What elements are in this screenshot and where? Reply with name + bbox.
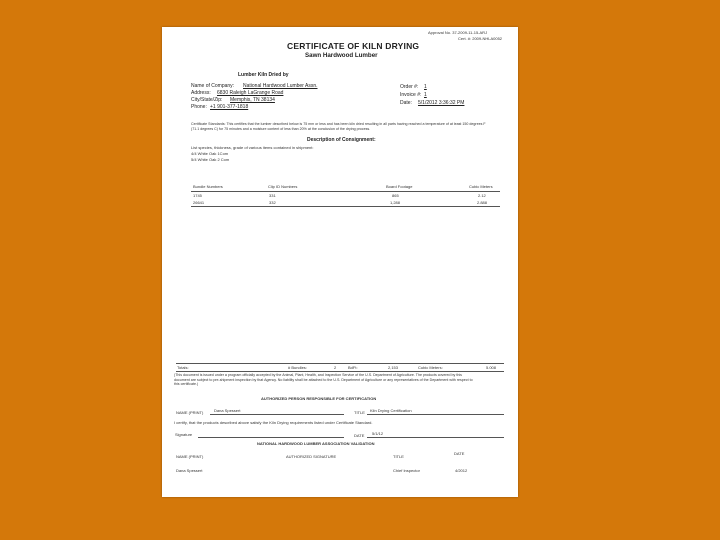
val-date-value: 4/2012	[455, 468, 468, 473]
signature-label: Signature	[175, 432, 193, 437]
certify-text: I certify, that the products described above satisfy the Kiln Drying requirements listed under Certificate Standard.	[174, 420, 373, 425]
invoice-label: Invoice #:	[400, 92, 422, 98]
validation-heading: NATIONAL HARDWOOD LUMBER ASSOCIATION VALIDATION	[257, 441, 375, 446]
auth-name-label: NAME (PRINT)	[176, 410, 204, 415]
bdft-value: 2,153	[388, 365, 399, 370]
company-label: Name of Company:	[191, 83, 235, 89]
table-cell: 26641	[193, 200, 205, 205]
table-cell: 2.888	[477, 200, 488, 205]
val-name-value: Dana Spessert	[176, 468, 203, 473]
auth-title-line	[367, 414, 504, 415]
phone-value: +1 901-377-1818	[210, 104, 249, 110]
certificate-page	[162, 27, 518, 497]
date-value: 5/1/2012 3:36:32 PM	[418, 100, 465, 106]
table-cell: 865	[392, 193, 399, 198]
order-label: Order #:	[400, 84, 419, 90]
auth-date-line	[367, 437, 504, 438]
approval-number: Approval No. 37-2009-11-15-ARJ	[428, 30, 488, 35]
address-label: Address:	[191, 90, 211, 96]
bdft-label: BdFt:	[348, 365, 358, 370]
table-header-rule	[191, 191, 500, 192]
address-value: 6830 Raleigh LaGrange Road	[217, 90, 284, 96]
document-subtitle: Sawn Hardwood Lumber	[305, 52, 378, 59]
val-title-value: Chief Inspector	[393, 468, 420, 473]
table-cell: 1,288	[390, 200, 401, 205]
totals-rule-top	[176, 363, 504, 364]
consignment-item: 4/4 White Oak 1Com	[191, 151, 229, 156]
table-cell: 331	[269, 193, 276, 198]
auth-title-label: TITLE	[354, 410, 365, 415]
table-cell: 1745	[193, 193, 202, 198]
column-header-board-footage: Board Footage	[386, 184, 413, 189]
cubic-value: 5.008	[486, 365, 497, 370]
consignment-item: 5/4 White Oak 2 Com	[191, 157, 230, 162]
cert-number: Cert. #: 2009-NHLA0052	[458, 36, 503, 41]
val-date-label: DATE	[454, 451, 465, 456]
authorized-heading: AUTHORIZED PERSON RESPONSIBLE FOR CERTIFICATION	[261, 396, 377, 401]
cubic-label: Cubic Meters:	[418, 365, 443, 370]
val-name-label: NAME (PRINT)	[176, 454, 204, 459]
city-value: Memphis, TN 38134	[230, 97, 275, 103]
totals-label: Totals:	[177, 365, 189, 370]
signature-line	[198, 437, 344, 438]
totals-rule-bottom	[176, 371, 504, 372]
bundles-label: # Bundles:	[288, 365, 307, 370]
consignment-intro: List species, thickness, grade of various items contained in shipment:	[191, 145, 314, 150]
auth-name-value: Dana Spessert	[214, 408, 241, 413]
table-row	[162, 193, 518, 199]
bundles-value: 2	[334, 365, 337, 370]
certificate-standards-text: Certificate Standards: This certifies that the lumber described below is 75 mm or less and has been kiln dried resulting in all parts having reached a temperature of at least 150 degrees F (71.1 degrees C) for 75 minutes and a moisture content of less than 20% at the conclusion of the drying process.	[191, 122, 486, 131]
company-value: National Hardwood Lumber Assn.	[243, 83, 318, 89]
order-value: 1	[424, 84, 427, 90]
city-label: City/State/Zip:	[191, 97, 223, 103]
invoice-value: 1	[424, 92, 427, 98]
val-title-label: TITLE	[393, 454, 404, 459]
auth-title-value: Kiln Drying Certification	[370, 408, 412, 413]
consignment-heading: Description of Consignment:	[307, 137, 376, 143]
auth-date-value: 5/1/12	[372, 431, 384, 436]
phone-label: Phone:	[191, 104, 207, 110]
document-title: CERTIFICATE OF KILN DRYING	[287, 41, 420, 51]
table-cell: 332	[269, 200, 276, 205]
dried-by-heading: Lumber Kiln Dried by	[238, 72, 289, 78]
table-cell: 2.12	[478, 193, 486, 198]
table-header	[162, 184, 518, 190]
date-label: Date:	[400, 100, 412, 106]
aphis-disclaimer: (This document is issued under a program officially accepted by the Animal, Plant, Health, and Inspection Service of the U.S. Department of Agriculture. The products covered by this document are subject to pre-shipment inspection by that Agency. No liability shall be attached to the U.S. Department of Agriculture or any representatives of the Department with respect to this certificate.)	[174, 373, 473, 387]
auth-date-label: DATE	[354, 433, 365, 438]
auth-name-line	[210, 414, 344, 415]
column-header-cubic: Cubic Meters	[469, 184, 493, 189]
column-header-bundle: Bundle Numbers	[193, 184, 223, 189]
column-header-clip: Clip ID Numbers	[268, 184, 298, 189]
val-signature-label: AUTHORIZED SIGNATURE	[286, 454, 337, 459]
table-row-rule	[191, 206, 500, 207]
